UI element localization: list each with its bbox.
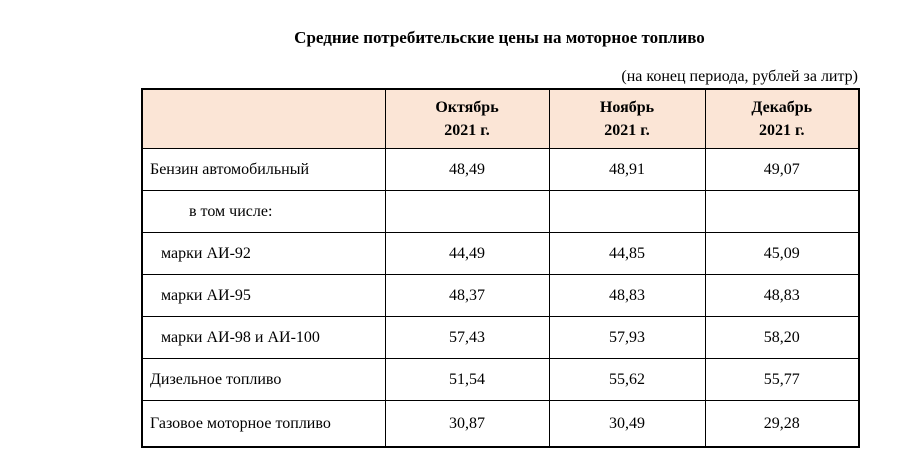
row-label-cell: марки АИ-92 xyxy=(142,233,385,275)
price-cell: 30,87 xyxy=(385,401,549,448)
price-cell: 57,43 xyxy=(385,317,549,359)
table-row-ai98-ai100 xyxy=(142,317,859,359)
price-cell: 49,07 xyxy=(705,149,859,191)
header-month-label: Ноябрь xyxy=(599,99,655,116)
table-row-ai95 xyxy=(142,275,859,317)
header-year-label: 2021 г. xyxy=(604,122,650,139)
price-cell: 44,85 xyxy=(549,233,705,275)
price-cell: 44,49 xyxy=(385,233,549,275)
header-month-label: Октябрь xyxy=(435,99,499,116)
table-subtitle: (на конец периода, рублей за литр) xyxy=(621,68,858,85)
price-cell: 48,49 xyxy=(385,149,549,191)
price-cell: 58,20 xyxy=(705,317,859,359)
fuel-prices-table xyxy=(141,88,860,448)
content-area xyxy=(141,0,858,448)
price-cell: 55,77 xyxy=(705,359,859,401)
header-year-label: 2021 г. xyxy=(444,122,490,139)
price-cell: 48,91 xyxy=(549,149,705,191)
price-cell xyxy=(549,191,705,233)
header-month-label: Декабрь xyxy=(751,99,813,116)
price-cell: 48,83 xyxy=(549,275,705,317)
table-row-diesel xyxy=(142,359,859,401)
table-row-ai92 xyxy=(142,233,859,275)
price-cell: 51,54 xyxy=(385,359,549,401)
page-title: Средние потребительские цены на моторное топливо xyxy=(294,28,705,47)
price-cell: 57,93 xyxy=(549,317,705,359)
table-row-petrol-total xyxy=(142,149,859,191)
row-label-cell: Бензин автомобильный xyxy=(142,149,385,191)
row-label-cell: в том числе: xyxy=(142,191,385,233)
price-cell xyxy=(385,191,549,233)
price-cell: 48,83 xyxy=(705,275,859,317)
price-cell: 48,37 xyxy=(385,275,549,317)
price-cell: 30,49 xyxy=(549,401,705,448)
row-label-cell: Газовое моторное топливо xyxy=(142,401,385,448)
price-cell: 55,62 xyxy=(549,359,705,401)
price-cell: 29,28 xyxy=(705,401,859,448)
table-row-gas-fuel xyxy=(142,401,859,448)
header-cell-november xyxy=(549,89,705,149)
header-corner-cell xyxy=(142,89,385,149)
price-cell: 45,09 xyxy=(705,233,859,275)
header-cell-october xyxy=(385,89,549,149)
header-row xyxy=(142,89,859,149)
row-label-cell: марки АИ-95 xyxy=(142,275,385,317)
price-cell xyxy=(705,191,859,233)
table-row-including-note xyxy=(142,191,859,233)
row-label-cell: марки АИ-98 и АИ-100 xyxy=(142,317,385,359)
header-year-label: 2021 г. xyxy=(759,122,805,139)
header-cell-december xyxy=(705,89,859,149)
row-label-cell: Дизельное топливо xyxy=(142,359,385,401)
